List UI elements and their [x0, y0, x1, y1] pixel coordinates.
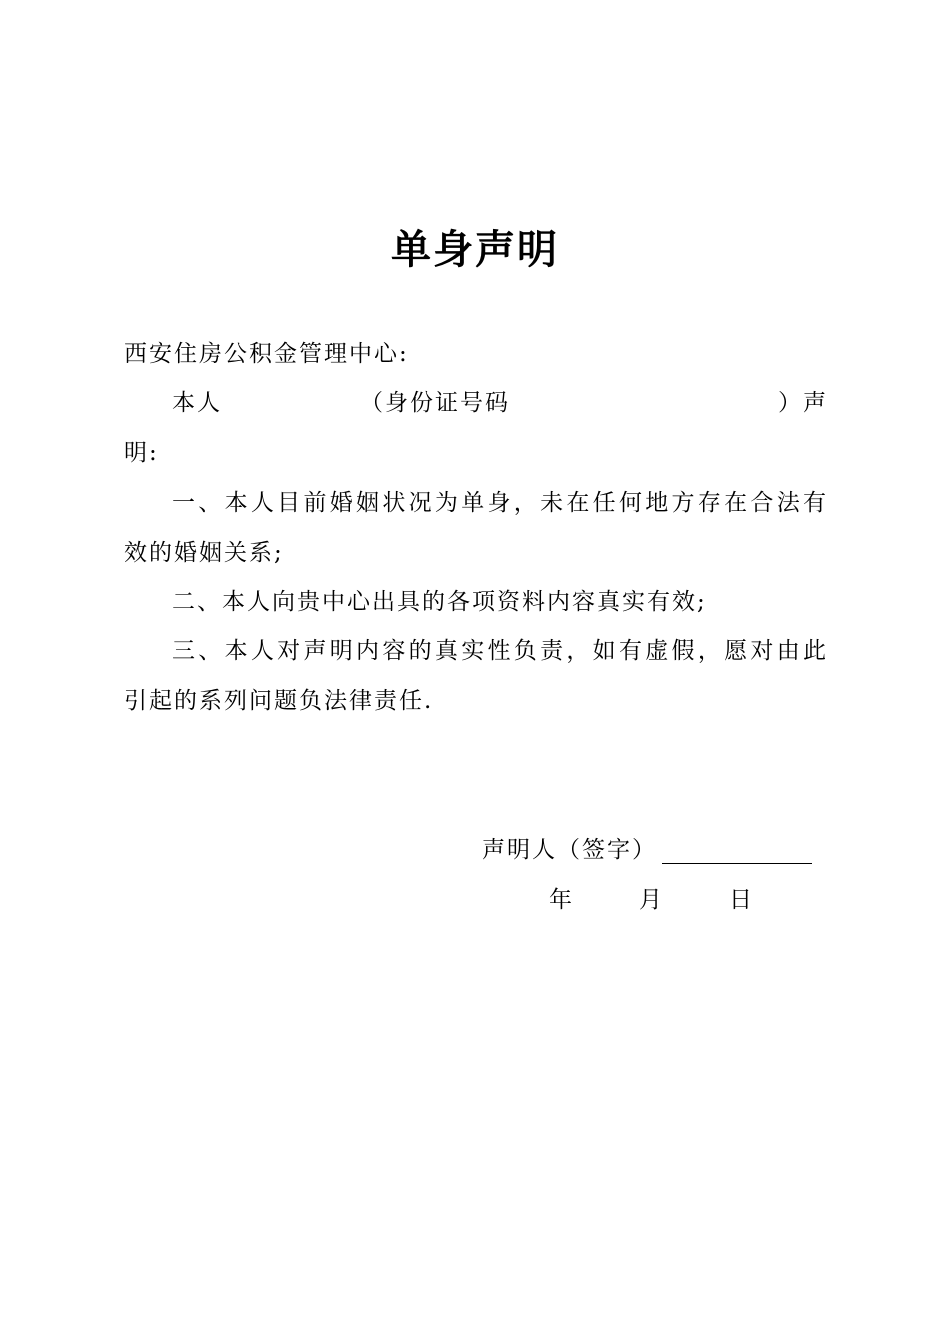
item2: 二、本人向贵中心出具的各项资料内容真实有效; — [172, 589, 707, 615]
date-day: 日 — [729, 887, 754, 913]
item3-line2: 引起的系列问题负法律责任. — [124, 688, 434, 714]
signature-label: 声明人（签字） — [482, 837, 657, 863]
item1-line2: 效的婚姻关系; — [124, 540, 284, 566]
date-month: 月 — [639, 887, 664, 913]
addressee: 西安住房公积金管理中心: — [124, 341, 409, 367]
date-year: 年 — [549, 887, 574, 913]
declaration-suffix: ）声 — [778, 390, 828, 416]
item1-line1: 一、本人目前婚姻状况为单身，未在任何地方存在合法有 — [172, 490, 828, 516]
page-title: 单身声明 — [391, 226, 559, 273]
item3-line1: 三、本人对声明内容的真实性负责，如有虚假，愿对由此 — [172, 638, 828, 664]
signature-line — [662, 863, 812, 864]
declarant-prefix: 本人 — [172, 390, 222, 416]
id-number-label: （身份证号码 — [360, 390, 510, 416]
declaration-cont: 明: — [124, 440, 159, 466]
